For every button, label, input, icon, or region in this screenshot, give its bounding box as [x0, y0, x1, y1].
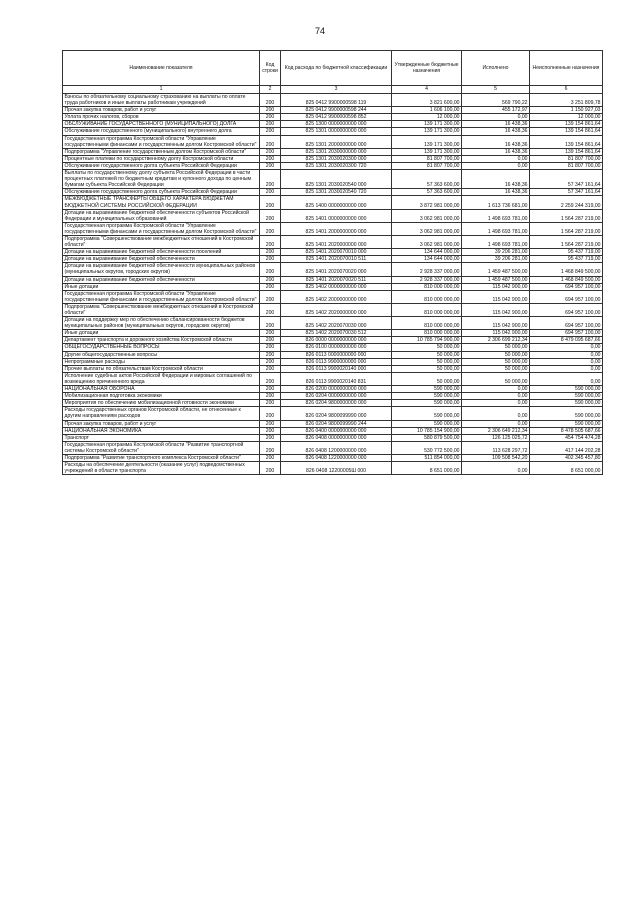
table-row [63, 170, 603, 189]
row-line-code: 200 [260, 114, 281, 121]
row-unexecuted: 402 345 457,80 [530, 454, 603, 461]
row-name: ОБСЛУЖИВАНИЕ ГОСУДАРСТВЕННОГО (МУНИЦИПАЛЬНОГО) ДОЛГА [63, 121, 260, 128]
row-approved: 10 785 154 900,00 [392, 427, 462, 434]
row-unexecuted: 3 251 809,78 [530, 94, 603, 107]
row-executed: 1 613 736 681,00 [462, 196, 530, 209]
row-approved: 810 000 000,00 [392, 303, 462, 316]
header-budget-code: Код расхода по бюджетной классификации [281, 51, 392, 86]
table-row [63, 441, 603, 454]
row-executed: 1 498 693 781,00 [462, 235, 530, 248]
row-budget-code: 825 1401 2000000000 000 [281, 222, 392, 235]
header-approved: Утвержденные бюджетные назначения [392, 51, 462, 86]
row-unexecuted: 139 154 861,64 [530, 128, 603, 135]
row-line-code: 200 [260, 121, 281, 128]
row-executed: 39 206 281,00 [462, 256, 530, 263]
row-unexecuted: 2 259 244 319,00 [530, 196, 603, 209]
table-row [63, 330, 603, 337]
table-row [63, 420, 603, 427]
row-approved: 139 171 300,00 [392, 121, 462, 128]
row-line-code: 200 [260, 434, 281, 441]
table-row [63, 290, 603, 303]
table-row [63, 128, 603, 135]
row-executed: 16 438,36 [462, 121, 530, 128]
table-row [63, 317, 603, 330]
table-row [63, 372, 603, 385]
row-executed: 115 042 900,00 [462, 283, 530, 290]
row-budget-code: 825 1402 2020070030 512 [281, 330, 392, 337]
table-row [63, 222, 603, 235]
row-name: Подпрограмма "Управление государственным долгом Костромской области" [63, 148, 260, 155]
row-approved: 81 807 700,00 [392, 155, 462, 162]
row-line-code: 200 [260, 393, 281, 400]
row-unexecuted: 12 000,00 [530, 114, 603, 121]
row-line-code: 200 [260, 148, 281, 155]
row-line-code: 200 [260, 407, 281, 420]
row-executed: 115 042 900,00 [462, 317, 530, 330]
table-row [63, 427, 603, 434]
table-row [63, 235, 603, 248]
row-unexecuted: 0,00 [530, 344, 603, 351]
row-name: Прочие выплаты по обязательствам Костромской области [63, 365, 260, 372]
row-approved: 139 171 300,00 [392, 128, 462, 135]
row-line-code: 200 [260, 427, 281, 434]
row-name: Департамент транспорта и дорожного хозяйства Костромской области [63, 337, 260, 344]
row-approved: 1 606 100,00 [392, 107, 462, 114]
table-row [63, 303, 603, 316]
row-name: Исполнение судебных актов Российской Федерации и мировых соглашений по возмещению причиненного вреда [63, 372, 260, 385]
row-line-code: 200 [260, 454, 281, 461]
row-unexecuted: 694 957 100,00 [530, 330, 603, 337]
table-row [63, 114, 603, 121]
row-executed: 1 498 693 781,00 [462, 209, 530, 222]
row-executed: 2 306 649 212,34 [462, 427, 530, 434]
row-budget-code: 825 1301 2030020300 720 [281, 162, 392, 169]
row-approved: 590 000,00 [392, 393, 462, 400]
row-name: Транспорт [63, 434, 260, 441]
row-approved: 50 000,00 [392, 344, 462, 351]
row-approved: 530 772 500,00 [392, 441, 462, 454]
row-unexecuted: 590 000,00 [530, 407, 603, 420]
row-unexecuted: 590 000,00 [530, 420, 603, 427]
budget-execution-table [62, 50, 603, 475]
row-budget-code: 825 1401 0000000000 000 [281, 209, 392, 222]
table-row [63, 365, 603, 372]
row-unexecuted: 8 479 095 687,66 [530, 337, 603, 344]
row-approved: 134 644 000,00 [392, 256, 462, 263]
row-executed: 1 498 693 781,00 [462, 222, 530, 235]
row-budget-code: 825 1402 0000000000 000 [281, 283, 392, 290]
row-unexecuted: 57 347 161,64 [530, 189, 603, 196]
row-approved: 3 821 600,00 [392, 94, 462, 107]
row-approved: 3 062 981 000,00 [392, 222, 462, 235]
row-name: Государственная программа Костромской области "Развитие транспортной системы Костромской области" [63, 441, 260, 454]
row-line-code: 200 [260, 441, 281, 454]
row-executed: 0,00 [462, 393, 530, 400]
table-row [63, 196, 603, 209]
header-line-code: Код строки [260, 51, 281, 86]
row-budget-code: 826 0204 9800099990 244 [281, 420, 392, 427]
row-budget-code: 825 1402 2020000000 000 [281, 303, 392, 316]
row-approved: 511 854 000,00 [392, 454, 462, 461]
row-unexecuted: 81 807 700,00 [530, 155, 603, 162]
column-index: 1 [63, 86, 260, 94]
column-index: 2 [260, 86, 281, 94]
table-row [63, 135, 603, 148]
header-unexecuted: Неисполненные назначения [530, 51, 603, 86]
row-budget-code: 825 1401 2020070010 511 [281, 256, 392, 263]
row-budget-code: 825 0412 9900000598 119 [281, 94, 392, 107]
row-approved: 810 000 000,00 [392, 290, 462, 303]
row-budget-code: 825 1301 2030020300 000 [281, 155, 392, 162]
row-name: НАЦИОНАЛЬНАЯ ОБОРОНА [63, 386, 260, 393]
row-approved: 590 000,00 [392, 400, 462, 407]
row-budget-code: 826 0113 9900020140 831 [281, 372, 392, 385]
row-budget-code: 825 1301 2030000000 000 [281, 148, 392, 155]
row-executed: 50 000,00 [462, 344, 530, 351]
row-budget-code: 826 0408 1200000000 000 [281, 441, 392, 454]
row-executed: 2 306 699 212,34 [462, 337, 530, 344]
row-approved: 810 000 000,00 [392, 317, 462, 330]
row-unexecuted: 1 150 927,03 [530, 107, 603, 114]
row-executed: 50 000,00 [462, 358, 530, 365]
table-row [63, 94, 603, 107]
header-name: Наименование показателя [63, 51, 260, 86]
table-row [63, 256, 603, 263]
row-name: Уплата прочих налогов, сборов [63, 114, 260, 121]
row-line-code: 200 [260, 170, 281, 189]
row-line-code: 200 [260, 351, 281, 358]
table-row [63, 386, 603, 393]
row-budget-code: 826 0204 9800099990 000 [281, 407, 392, 420]
row-budget-code: 825 1301 2030020540 720 [281, 189, 392, 196]
row-line-code: 200 [260, 337, 281, 344]
row-approved: 3 062 981 000,00 [392, 235, 462, 248]
row-line-code: 200 [260, 303, 281, 316]
row-unexecuted: 1 468 849 500,00 [530, 276, 603, 283]
row-line-code: 200 [260, 420, 281, 427]
row-line-code: 200 [260, 135, 281, 148]
row-budget-code: 826 0204 9800000000 000 [281, 400, 392, 407]
row-unexecuted: 694 957 100,00 [530, 290, 603, 303]
row-approved: 2 928 337 000,00 [392, 263, 462, 276]
row-approved: 81 807 700,00 [392, 162, 462, 169]
table-row [63, 276, 603, 283]
row-budget-code: 825 1402 2020070030 000 [281, 317, 392, 330]
row-budget-code: 825 0412 9900000598 852 [281, 114, 392, 121]
row-line-code: 200 [260, 386, 281, 393]
row-name: Другие общегосударственные вопросы [63, 351, 260, 358]
row-budget-code: 825 1401 2020070020 000 [281, 263, 392, 276]
column-index: 5 [462, 86, 530, 94]
row-unexecuted: 57 347 161,64 [530, 170, 603, 189]
row-budget-code: 826 0408 12200005Ш 000 [281, 462, 392, 475]
column-index: 6 [530, 86, 603, 94]
row-executed: 50 000,00 [462, 372, 530, 385]
table-row [63, 148, 603, 155]
row-budget-code: 826 0200 0000000000 000 [281, 386, 392, 393]
row-unexecuted: 590 000,00 [530, 400, 603, 407]
row-executed: 126 125 025,72 [462, 434, 530, 441]
row-approved: 57 363 600,00 [392, 170, 462, 189]
row-budget-code: 825 1300 0000000000 000 [281, 121, 392, 128]
row-name: Выплаты по государственному долгу субъекта Российской Федерации в части процентных платежей по бюджетным кредитам и купонного дохода по ценным бумагам субъекта Российской Федерации [63, 170, 260, 189]
row-name: Расходы на обеспечение деятельности (оказание услуг) подведомственных учреждений в области транспорта [63, 462, 260, 475]
row-line-code: 200 [260, 283, 281, 290]
row-unexecuted: 139 154 861,64 [530, 135, 603, 148]
table-row [63, 189, 603, 196]
row-line-code: 200 [260, 162, 281, 169]
row-line-code: 200 [260, 263, 281, 276]
row-name: Дотации на выравнивание бюджетной обеспеченности [63, 256, 260, 263]
row-unexecuted: 590 000,00 [530, 386, 603, 393]
column-index: 3 [281, 86, 392, 94]
row-executed: 115 042 900,00 [462, 330, 530, 337]
row-line-code: 200 [260, 249, 281, 256]
row-approved: 590 000,00 [392, 407, 462, 420]
table-row [63, 407, 603, 420]
table-row [63, 155, 603, 162]
row-executed: 113 628 297,72 [462, 441, 530, 454]
row-approved: 2 928 337 000,00 [392, 276, 462, 283]
table-row [63, 358, 603, 365]
table-row [63, 434, 603, 441]
row-budget-code: 826 0408 0000000000 000 [281, 434, 392, 441]
table-row [63, 454, 603, 461]
row-executed: 0,00 [462, 114, 530, 121]
row-line-code: 200 [260, 222, 281, 235]
row-line-code: 200 [260, 344, 281, 351]
row-unexecuted: 454 754 474,28 [530, 434, 603, 441]
table-header-row [63, 51, 603, 86]
row-executed: 50 000,00 [462, 351, 530, 358]
row-executed: 115 042 900,00 [462, 303, 530, 316]
row-name: Подпрограмма "Совершенствование межбюджетных отношений в Костромской области" [63, 235, 260, 248]
table-row [63, 351, 603, 358]
row-name: Взносы по обязательному социальному страхованию на выплаты по оплате труда работников и иные выплаты работникам учреждений [63, 94, 260, 107]
row-approved: 50 000,00 [392, 358, 462, 365]
row-line-code: 200 [260, 330, 281, 337]
row-name: Подпрограмма "Развитие транспортного комплекса Костромской области" [63, 454, 260, 461]
row-name: Государственная программа Костромской области "Управление государственными финансами и государственным долгом Костромской области" [63, 290, 260, 303]
row-unexecuted: 1 564 287 219,00 [530, 222, 603, 235]
budget-execution-table-wrapper [62, 50, 602, 475]
row-name: Процентные платежи по государственному долгу Костромской области [63, 155, 260, 162]
row-line-code: 200 [260, 209, 281, 222]
row-unexecuted: 0,00 [530, 351, 603, 358]
row-approved: 810 000 000,00 [392, 330, 462, 337]
row-unexecuted: 694 957 100,00 [530, 303, 603, 316]
row-name: НАЦИОНАЛЬНАЯ ЭКОНОМИКА [63, 427, 260, 434]
header-executed: Исполнено [462, 51, 530, 86]
row-unexecuted: 1 564 287 219,00 [530, 235, 603, 248]
row-unexecuted: 0,00 [530, 358, 603, 365]
row-executed: 16 438,36 [462, 135, 530, 148]
row-approved: 139 171 300,00 [392, 135, 462, 148]
row-name: Государственная программа Костромской области "Управление государственными финансами и государственным долгом Костромской области" [63, 222, 260, 235]
row-approved: 3 872 981 000,00 [392, 196, 462, 209]
row-budget-code: 826 0113 9900020140 000 [281, 365, 392, 372]
row-approved: 139 171 300,00 [392, 148, 462, 155]
row-line-code: 200 [260, 256, 281, 263]
row-executed: 0,00 [462, 462, 530, 475]
row-line-code: 200 [260, 358, 281, 365]
table-row [63, 162, 603, 169]
row-budget-code: 826 0400 0000000000 000 [281, 427, 392, 434]
row-budget-code: 825 1301 0000000000 000 [281, 128, 392, 135]
row-budget-code: 825 1400 0000000000 000 [281, 196, 392, 209]
row-unexecuted: 1 468 849 500,00 [530, 263, 603, 276]
table-row [63, 249, 603, 256]
row-line-code: 200 [260, 189, 281, 196]
table-row [63, 209, 603, 222]
row-name: Дотации на поддержку мер по обеспечению сбалансированности бюджетов муниципальных районов (муниципальных округов, городских округов) [63, 317, 260, 330]
row-budget-code: 825 1402 2000000000 000 [281, 290, 392, 303]
table-row [63, 337, 603, 344]
row-approved: 10 785 794 900,00 [392, 337, 462, 344]
page-number: 74 [314, 26, 325, 36]
row-budget-code: 826 0113 0000000000 000 [281, 351, 392, 358]
row-line-code: 200 [260, 235, 281, 248]
row-executed: 50 000,00 [462, 365, 530, 372]
row-approved: 57 363 600,00 [392, 189, 462, 196]
row-unexecuted: 95 437 719,00 [530, 249, 603, 256]
row-approved: 12 000,00 [392, 114, 462, 121]
row-name: Обслуживание государственного (муниципального) внутреннего долга [63, 128, 260, 135]
table-row [63, 263, 603, 276]
row-name: Прочая закупка товаров, работ и услуг [63, 107, 260, 114]
row-name: Обслуживание государственного долга субъекта Российской Федерации [63, 162, 260, 169]
row-executed: 1 459 487 500,00 [462, 263, 530, 276]
row-line-code: 200 [260, 372, 281, 385]
row-budget-code: 825 1401 2020070020 511 [281, 276, 392, 283]
row-name: Иные дотации [63, 283, 260, 290]
row-name: Дотации на выравнивание бюджетной обеспеченности поселений [63, 249, 260, 256]
row-line-code: 200 [260, 365, 281, 372]
row-line-code: 200 [260, 462, 281, 475]
row-name: МЕЖБЮДЖЕТНЫЕ ТРАНСФЕРТЫ ОБЩЕГО ХАРАКТЕРА БЮДЖЕТАМ БЮДЖЕТНОЙ СИСТЕМЫ РОССИЙСКОЙ ФЕДЕРАЦИИ [63, 196, 260, 209]
row-name: Подпрограмма "Совершенствование межбюджетных отношений в Костромской области" [63, 303, 260, 316]
row-executed: 0,00 [462, 155, 530, 162]
row-unexecuted: 95 437 719,00 [530, 256, 603, 263]
row-executed: 39 206 281,00 [462, 249, 530, 256]
row-unexecuted: 590 000,00 [530, 393, 603, 400]
row-name: Дотации на выравнивание бюджетной обеспеченности муниципальных районов (муниципальных округов, городских округов) [63, 263, 260, 276]
row-executed: 0,00 [462, 420, 530, 427]
row-line-code: 200 [260, 107, 281, 114]
row-name: Дотации на выравнивание бюджетной обеспеченности субъектов Российской Федерации и муниципальных образований [63, 209, 260, 222]
row-executed: 0,00 [462, 400, 530, 407]
row-executed: 16 438,36 [462, 170, 530, 189]
row-approved: 590 000,00 [392, 386, 462, 393]
row-unexecuted: 8 478 505 687,66 [530, 427, 603, 434]
table-row [63, 400, 603, 407]
row-line-code: 200 [260, 400, 281, 407]
row-budget-code: 825 1401 2020070010 000 [281, 249, 392, 256]
row-name: Иные дотации [63, 330, 260, 337]
row-name: Мероприятия по обеспечению мобилизационной готовности экономики [63, 400, 260, 407]
row-executed: 115 042 900,00 [462, 290, 530, 303]
row-executed: 109 508 542,20 [462, 454, 530, 461]
row-unexecuted: 81 807 700,00 [530, 162, 603, 169]
row-name: Расходы государственных органов Костромской области, не отнесенные к другим направлениям расходов [63, 407, 260, 420]
row-name: Мобилизационная подготовка экономики [63, 393, 260, 400]
row-unexecuted: 0,00 [530, 372, 603, 385]
row-name: Обслуживание государственного долга субъекта Российской Федерации [63, 189, 260, 196]
row-line-code: 200 [260, 196, 281, 209]
row-unexecuted: 694 957 100,00 [530, 283, 603, 290]
row-unexecuted: 417 144 202,28 [530, 441, 603, 454]
row-line-code: 200 [260, 94, 281, 107]
row-unexecuted: 139 154 861,64 [530, 121, 603, 128]
row-line-code: 200 [260, 317, 281, 330]
row-approved: 8 651 000,00 [392, 462, 462, 475]
row-budget-code: 825 1301 2030020540 000 [281, 170, 392, 189]
row-budget-code: 826 0113 9900000000 000 [281, 358, 392, 365]
row-line-code: 200 [260, 276, 281, 283]
row-name: Государственная программа Костромской области "Управление государственными финансами и государственным долгом Костромской области" [63, 135, 260, 148]
row-unexecuted: 0,00 [530, 365, 603, 372]
row-unexecuted: 1 564 287 219,00 [530, 209, 603, 222]
row-approved: 50 000,00 [392, 365, 462, 372]
row-approved: 50 000,00 [392, 372, 462, 385]
column-index-row [63, 86, 603, 94]
table-row [63, 462, 603, 475]
row-name: ОБЩЕГОСУДАРСТВЕННЫЕ ВОПРОСЫ [63, 344, 260, 351]
row-budget-code: 825 1301 2000000000 000 [281, 135, 392, 148]
table-row [63, 121, 603, 128]
row-budget-code: 826 0408 1220000000 000 [281, 454, 392, 461]
table-body [63, 94, 603, 475]
row-budget-code: 826 0100 0000000000 000 [281, 344, 392, 351]
row-name: Непрограммные расходы [63, 358, 260, 365]
row-budget-code: 825 1401 2020000000 000 [281, 235, 392, 248]
column-index: 4 [392, 86, 462, 94]
row-approved: 810 000 000,00 [392, 283, 462, 290]
row-executed: 16 438,36 [462, 148, 530, 155]
row-approved: 50 000,00 [392, 351, 462, 358]
row-unexecuted: 139 154 861,64 [530, 148, 603, 155]
row-unexecuted: 694 957 100,00 [530, 317, 603, 330]
row-approved: 590 000,00 [392, 420, 462, 427]
row-executed: 0,00 [462, 386, 530, 393]
row-executed: 16 438,36 [462, 128, 530, 135]
row-line-code: 200 [260, 128, 281, 135]
row-executed: 0,00 [462, 407, 530, 420]
row-executed: 455 172,97 [462, 107, 530, 114]
row-approved: 3 062 981 000,00 [392, 209, 462, 222]
row-line-code: 200 [260, 290, 281, 303]
table-row [63, 107, 603, 114]
row-executed: 1 459 487 500,00 [462, 276, 530, 283]
row-budget-code: 825 0412 9900000598 244 [281, 107, 392, 114]
row-budget-code: 826 0000 0000000000 000 [281, 337, 392, 344]
row-name: Дотации на выравнивание бюджетной обеспеченности [63, 276, 260, 283]
row-executed: 16 438,36 [462, 189, 530, 196]
table-row [63, 344, 603, 351]
row-approved: 134 644 000,00 [392, 249, 462, 256]
row-unexecuted: 8 651 000,00 [530, 462, 603, 475]
table-row [63, 393, 603, 400]
row-executed: 569 790,22 [462, 94, 530, 107]
row-executed: 0,00 [462, 162, 530, 169]
table-row [63, 283, 603, 290]
row-budget-code: 826 0204 0000000000 000 [281, 393, 392, 400]
row-approved: 580 879 500,00 [392, 434, 462, 441]
row-name: Прочая закупка товаров, работ и услуг [63, 420, 260, 427]
row-line-code: 200 [260, 155, 281, 162]
